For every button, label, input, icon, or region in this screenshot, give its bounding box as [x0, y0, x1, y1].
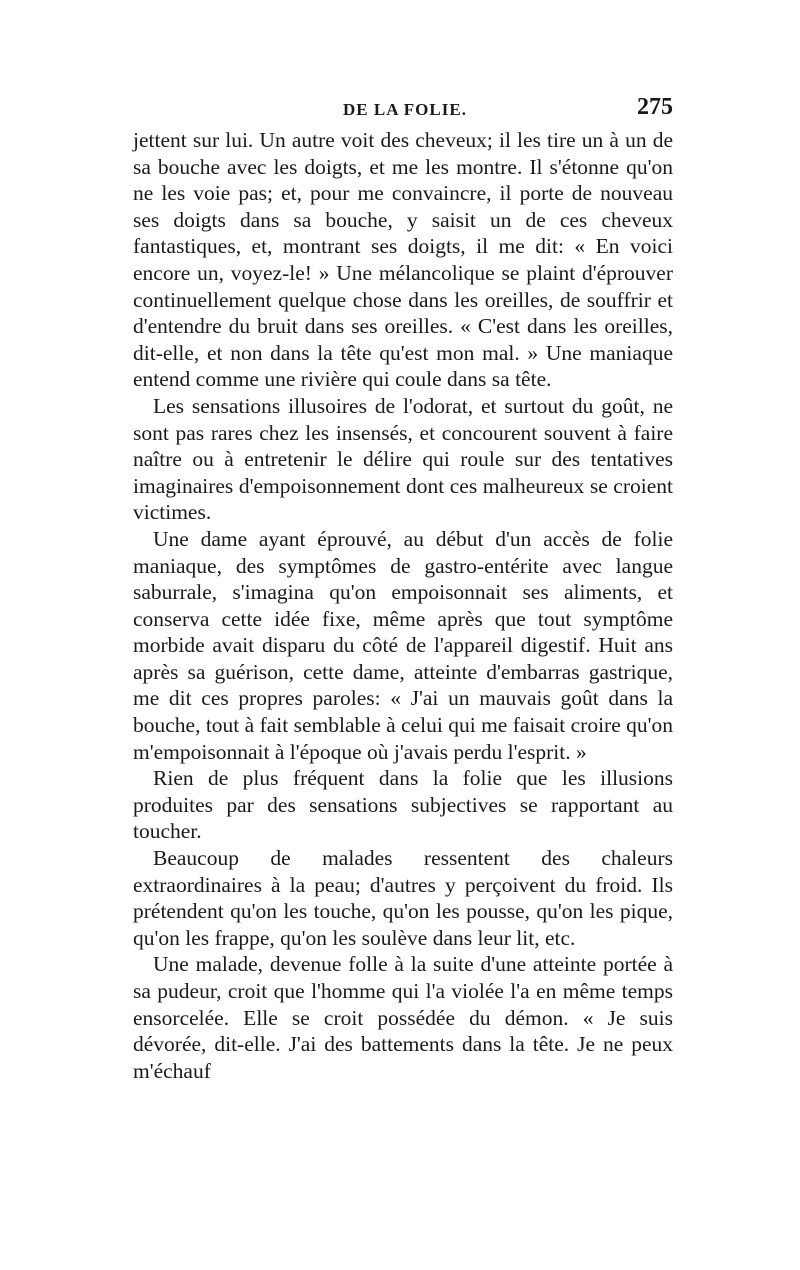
paragraph: Une malade, devenue folle à la suite d'une atteinte portée à sa pudeur, croit que l'homme qui l'a violée l'a en même temps ensorcelée. Elle se croit possédée du démon. « Je suis dévorée, dit-elle. J'ai des battements dans la tête. Je ne peux m'échauf [133, 952, 673, 1083]
paragraph: Une dame ayant éprouvé, au début d'un accès de folie maniaque, des symptômes de gastro-entérite avec langue saburrale, s'imagina qu'on empoisonnait ses aliments, et conserva cette idée fixe, même après que tout symptôme morbide avait disparu du côté de l'appareil digestif. Huit ans après sa guérison, cette dame, atteinte d'embarras gastrique, me dit ces propres paroles: « J'ai un mauvais goût dans la bouche, tout à fait semblable à celui qui me faisait croire qu'on m'empoisonnait à l'époque où j'avais perdu l'esprit. » [133, 526, 673, 764]
running-head [133, 96, 673, 126]
paragraph: jettent sur lui. Un autre voit des cheveux; il les tire un à un de sa bouche avec les doigts, et me les montre. Il s'étonne qu'on ne les voie pas; et, pour me convaincre, il porte de nouveau ses doigts dans sa bouche, y saisit un de ces cheveux fantastiques, et, montrant ses doigts, il me dit: « En voici encore un, voyez-le! » Une mélancolique se plaint d'éprouver continuellement quelque chose dans les oreilles, de souffrir et d'entendre du bruit dans ses oreilles. « C'est dans les oreilles, dit-elle, et non dans la tête qu'est mon mal. » Une maniaque entend comme une rivière qui coule dans sa tête. [133, 128, 673, 392]
paragraph: Beaucoup de malades ressentent des chaleurs extraordinaires à la peau; d'autres y perçoivent du froid. Ils prétendent qu'on les touche, qu'on les pousse, qu'on les pique, qu'on les frappe, qu'on les soulève dans leur lit, etc. [133, 846, 673, 950]
paragraph: Rien de plus fréquent dans la folie que les illusions produites par des sensations subjectives se rapportant au toucher. [133, 766, 673, 844]
body-text [133, 127, 673, 1084]
running-title: DE LA FOLIE. [343, 100, 467, 119]
page-number: 275 [637, 94, 673, 120]
paragraph: Les sensations illusoires de l'odorat, et surtout du goût, ne sont pas rares chez les insensés, et concourent souvent à faire naître ou à entretenir le délire qui roule sur des tentatives imaginaires d'empoisonnement dont ces malheureux se croient victimes. [133, 393, 673, 525]
